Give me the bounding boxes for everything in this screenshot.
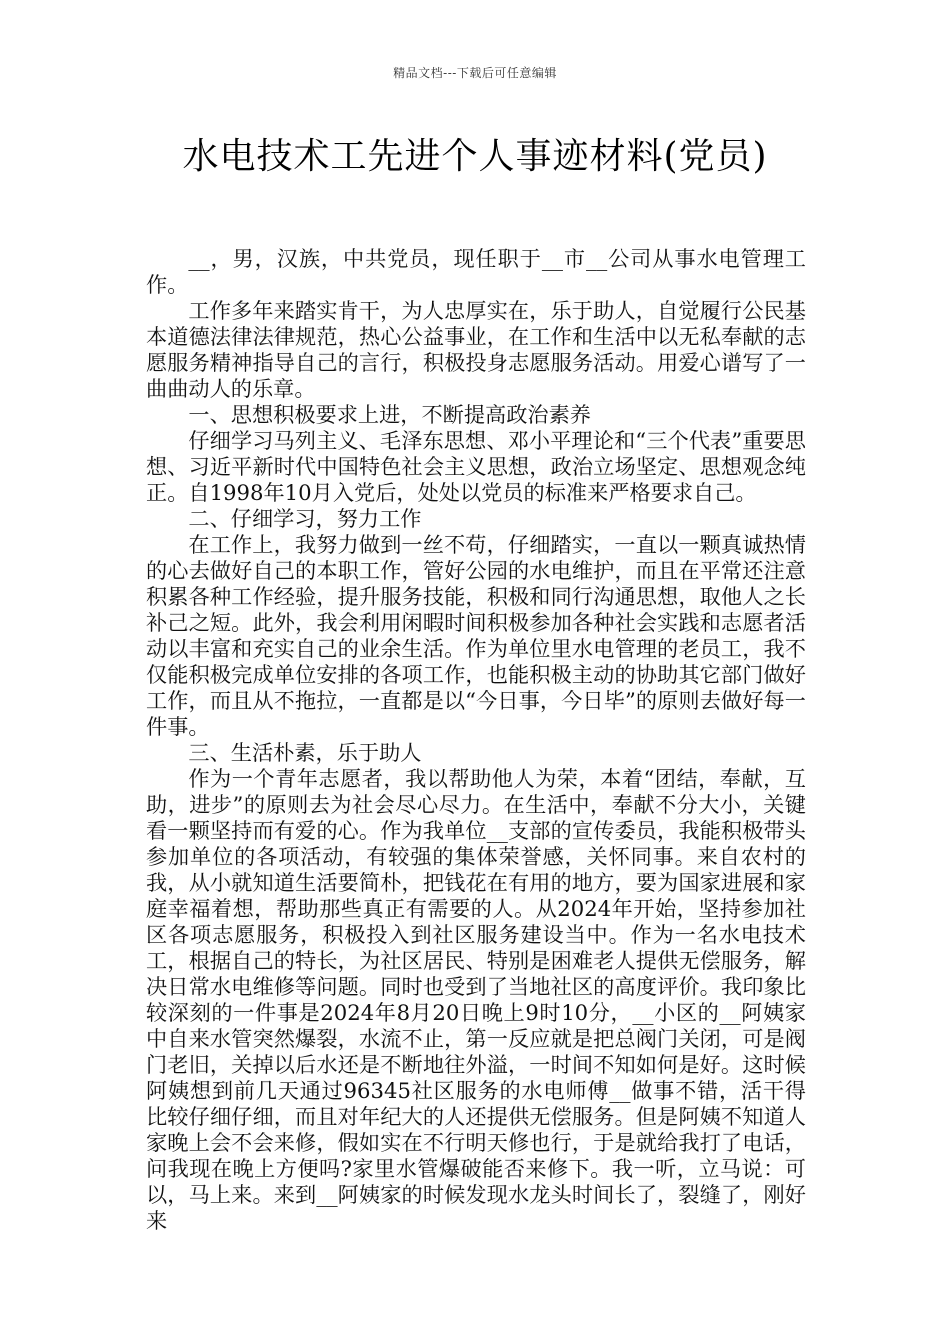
paragraph-section-1: 仔细学习马列主义、毛泽东思想、邓小平理论和“三个代表”重要思想、习近平新时代中国特色社会主义思想，政治立场坚定、思想观念纯正。自1998年10月入党后，处处以党员的标准来严格要求自己。 (146, 428, 806, 505)
section-heading-2: 二、仔细学习，努力工作 (188, 506, 422, 531)
paragraph-summary: 工作多年来踏实肯干，为人忠厚实在，乐于助人，自觉履行公民基本道德法律法律规范，热心公益事业，在工作和生活中以无私奉献的志愿服务精神指导自己的言行，积极投身志愿服务活动。用爱心谱写了一曲曲动人的乐章。 (146, 298, 806, 401)
document-body (146, 246, 806, 1234)
paragraph-section-3: 作为一个青年志愿者，我以帮助他人为荣，本着“团结，奉献，互助，进步”的原则去为社会尽心尽力。在生活中，奉献不分大小，关键看一颗坚持而有爱的心。作为我单位__支部的宣传委员，我能积极带头参加单位的各项活动，有较强的集体荣誉感，关怀同事。来自农村的我，从小就知道生活要简朴，把钱花在有用的地方，要为国家进展和家庭幸福着想，帮助那些真正有需要的人。从2024年开始，坚持参加社区各项志愿服务，积极投入到社区服务建设当中。作为一名水电技术工，根据自己的特长，为社区居民、特别是困难老人提供无偿服务，解决日常水电维修等问题。同时也受到了当地社区的高度评价。我印象比较深刻的一件事是2024年8月20日晚上9时10分，__小区的__阿姨家中自来水管突然爆裂，水流不止，第一反应就是把总阀门关闭，可是阀门老旧，关掉以后水还是不断地往外溢，一时间不知如何是好。这时候阿姨想到前几天通过96345社区服务的水电师傅__做事不错，活干得比较仔细仔细，而且对年纪大的人还提供无偿服务。但是阿姨不知道人家晚上会不会来修，假如实在不行明天修也行，于是就给我打了电话，问我现在晚上方便吗?家里水管爆破能否来修下。我一听，立马说：可以，马上来。来到__阿姨家的时候发现水龙头时间长了，裂缝了，刚好来 (146, 766, 806, 1233)
paragraph-intro: __，男，汉族，中共党员，现任职于__市__公司从事水电管理工作。 (146, 246, 806, 297)
document-title: 水电技术工先进个人事迹材料(党员) (182, 136, 768, 177)
paragraph-section-2: 在工作上，我努力做到一丝不苟，仔细踏实，一直以一颗真诚热情的心去做好自己的本职工作，管好公园的水电维护，而且在平常还注意积累各种工作经验，提升服务技能，积极和同行沟通思想，取他人之长补己之短。此外，我会利用闲暇时间积极参加各种社会实践和志愿者活动以丰富和充实自己的业余生活。作为单位里水电管理的老员工，我不仅能积极完成单位安排的各项工作，也能积极主动的协助其它部门做好工作，而且从不拖拉，一直都是以“今日事，今日毕”的原则去做好每一件事。 (146, 532, 806, 739)
page-header-note: 精品文档---下载后可任意编辑 (393, 66, 557, 80)
section-heading-3: 三、生活朴素，乐于助人 (188, 740, 422, 765)
section-heading-1: 一、思想积极要求上进，不断提高政治素养 (188, 402, 591, 427)
